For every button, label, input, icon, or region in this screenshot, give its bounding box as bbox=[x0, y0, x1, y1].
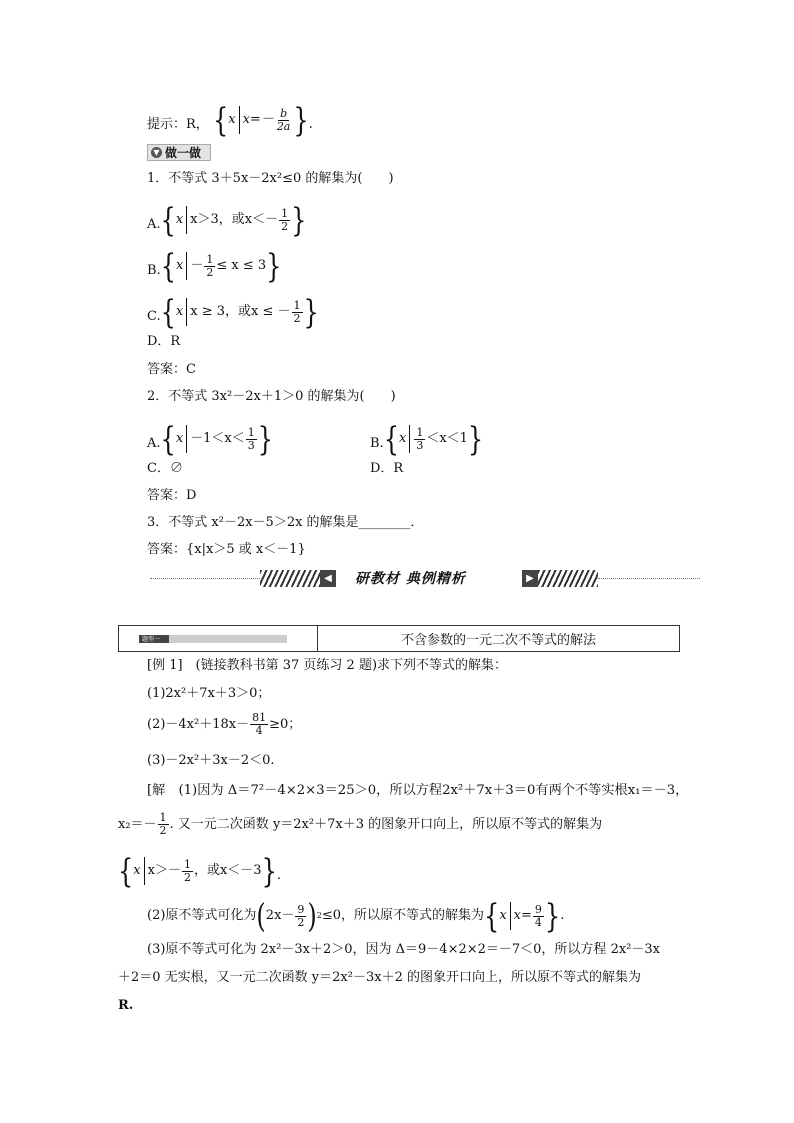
section-banner bbox=[150, 568, 700, 590]
arrow-right-icon: ▶ bbox=[522, 570, 538, 587]
q2-option-b: B. { x $\frac{1}{3}$ ＜x＜1 } bbox=[370, 420, 484, 458]
topic-header bbox=[118, 625, 680, 652]
solution-line-5: ＋2＝0 无实根，又一元二次函数 y＝2x²－3x＋2 的图象开口向上，所以原不等式的解集为 bbox=[118, 970, 641, 985]
solution-line-2: x₂＝－ $\frac{1}{2}$ . 又一元二次函数 y＝2x²＋7x＋3 的图象开口向上，所以原不等式的解集为 bbox=[118, 811, 603, 837]
example-heading: [例 1] (链接教科书第 37 页练习 2 题)求下列不等式的解集： bbox=[147, 658, 508, 673]
q2-stem: 2．不等式 3x²－2x＋1＞0 的解集为( ) bbox=[147, 389, 396, 404]
solution-line-4: (3)原不等式可化为 2x²－3x＋2＞0，因为 Δ＝9－4×2×2＝－7＜0，所以方程 2x²－3x bbox=[147, 942, 660, 957]
stripe-decoration-right bbox=[538, 570, 598, 587]
topic-title: 不含参数的一元二次不等式的解法 bbox=[400, 633, 596, 648]
stripe-decoration-left bbox=[260, 570, 320, 587]
topic-tag: 题型一 bbox=[139, 635, 287, 643]
chevron-down-icon: ▼ bbox=[151, 147, 162, 158]
solution-line-3: (2)原不等式可化为 ( 2x－ $\frac{9}{2}$ ) 2 ≤0，所以原不等式的解集为 { x x= $\frac{9}{4}$ } . bbox=[147, 897, 565, 935]
q2-option-a: A. { x －1＜x＜ $\frac{1}{3}$ } bbox=[147, 420, 274, 458]
banner-title: 研教材 典例精析 bbox=[355, 571, 466, 587]
hint-set: { x x=－ $\frac{b}{2a}$ } bbox=[212, 101, 309, 139]
solution-set-1: { x x＞－ $\frac{1}{2}$ ，或x＜－3 } . bbox=[118, 852, 281, 890]
q1-option-a: A. { x x＞3，或x＜－ $\frac{1}{2}$ } bbox=[147, 201, 307, 239]
q3-answer: 答案：{x|x＞5 或 x＜－1} bbox=[147, 542, 306, 557]
q2-option-c: C．∅ bbox=[147, 461, 183, 476]
q1-option-c: C. { x x ≥ 3，或x ≤ － $\frac{1}{2}$ } bbox=[147, 293, 319, 331]
hint-value: R， bbox=[186, 117, 209, 132]
arrow-left-icon: ◀ bbox=[320, 570, 336, 587]
solution-line-1: [解 (1)因为 Δ＝7²－4×2×3＝25＞0，所以方程2x²＋7x＋3＝0有两个不等实根x₁＝－3， bbox=[147, 783, 689, 798]
solution-line-6: R. bbox=[118, 998, 134, 1013]
example-part-2: (2)－4x²＋18x－ $\frac{81}{4}$ ≥0； bbox=[147, 711, 302, 737]
hint-line: 提示：R， { x x=－ $\frac{b}{2a}$ } . bbox=[147, 101, 313, 139]
q1-option-d: D．R bbox=[147, 334, 181, 349]
q1-answer: 答案：C bbox=[147, 362, 196, 377]
q1-option-b: B. { x － $\frac{1}{2}$ ≤ x ≤ 3 } bbox=[147, 247, 282, 285]
example-part-3: (3)－2x²＋3x－2＜0. bbox=[147, 753, 275, 768]
example-part-1: (1)2x²＋7x＋3＞0； bbox=[147, 686, 271, 701]
q2-option-d: D．R bbox=[370, 461, 404, 476]
q2-answer: 答案：D bbox=[147, 488, 197, 503]
section-badge: ▼ 做一做 bbox=[147, 144, 211, 161]
q3-stem: 3．不等式 x²－2x－5＞2x 的解集是________． bbox=[147, 515, 424, 530]
hint-label: 提示： bbox=[147, 117, 187, 132]
q1-stem: 1．不等式 3＋5x－2x²≤0 的解集为( ) bbox=[147, 171, 394, 186]
